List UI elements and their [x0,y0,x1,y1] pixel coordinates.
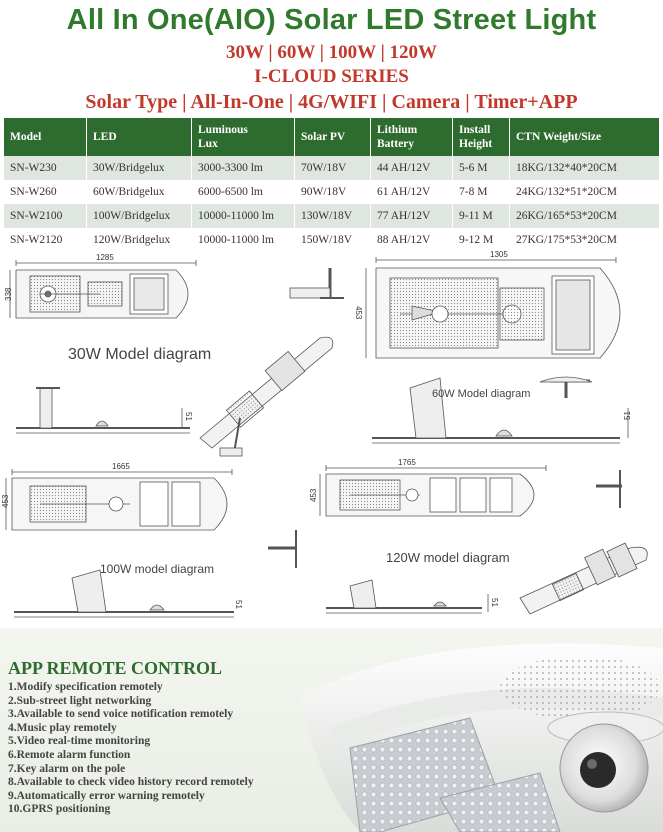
spec-table [4,118,660,246]
table-cell: 10000-11000 lm [192,228,295,246]
col-battery: Lithium Battery [371,118,453,156]
app-section [0,628,663,832]
dim-100w-width: 1665 [112,462,130,471]
dim-30w-width: 1285 [96,253,114,262]
table-cell: 77 AH/12V [371,204,453,228]
table-cell: 6000-6500 lm [192,180,295,204]
spec-table-header [4,118,660,156]
diagram-120w-top [320,465,546,516]
table-cell: 5-6 M [453,156,510,180]
dim-120w-side: 51 [490,598,499,607]
diagram-30w-top [10,260,196,318]
table-cell: 100W/Bridgelux [87,204,192,228]
table-cell: 130W/18V [295,204,371,228]
label-100w-diagram: 100W model diagram [100,562,215,576]
table-row [4,156,660,180]
col-ctn: CTN Weight/Size [510,118,660,156]
list-item: 8.Available to check video history record remotely [8,776,254,789]
dim-120w-height: 453 [309,488,318,502]
app-feature-list [8,681,254,817]
diagram-30w-bracket [290,268,344,298]
table-cell: 7-8 M [453,180,510,204]
table-cell: 150W/18V [295,228,371,246]
label-30w-diagram: 30W Model diagram [68,346,212,363]
table-cell: 18KG/132*40*20CM [510,156,660,180]
dim-60w-height: 453 [354,306,363,320]
table-cell: 61 AH/12V [371,180,453,204]
series-name: I-CLOUD SERIES [254,66,409,87]
list-item: 9.Automatically error warning remotely [8,789,205,802]
dim-100w-side: 51 [234,600,243,609]
table-cell: SN-W260 [4,180,87,204]
table-row [4,204,660,228]
diagram-30w-perspective [200,337,333,456]
table-row [4,180,660,204]
dim-120w-width: 1765 [398,458,416,467]
dim-30w-height: 338 [4,287,13,301]
list-item: 10.GPRS positioning [8,803,111,816]
table-row [4,228,660,246]
table-cell: SN-W230 [4,156,87,180]
diagram-100w-side [14,570,234,617]
list-item: 5.Video real-time monitoring [8,735,151,748]
table-cell: 24KG/132*51*20CM [510,180,660,204]
diagram-60w-top [366,257,620,358]
diagram-120w-bracket [596,470,622,508]
col-model: Model [4,118,87,156]
table-cell: 10000-11000 lm [192,204,295,228]
dim-60w-side: 51 [623,411,632,420]
diagram-120w-side [326,580,488,613]
diagram-30w-side [16,388,190,433]
wattage-line: 30W | 60W | 100W | 120W [225,42,438,63]
col-solar-pv: Solar PV [295,118,371,156]
table-cell: SN-W2100 [4,204,87,228]
col-height: Install Height [453,118,510,156]
list-item: 2.Sub-street light networking [8,694,152,707]
list-item: 3.Available to send voice notification remotely [8,708,234,721]
table-cell: 9-11 M [453,204,510,228]
feature-line: Solar Type | All-In-One | 4G/WIFI | Camera | Timer+APP [85,91,578,113]
list-item: 1.Modify specification remotely [8,681,163,693]
table-cell: 3000-3300 lm [192,156,295,180]
spec-table-container [0,118,663,246]
diagram-60w-bracket [540,377,592,398]
list-item: 7.Key alarm on the pole [8,762,126,775]
label-120w-diagram: 120W model diagram [386,550,510,565]
table-cell: 90W/18V [295,180,371,204]
table-cell: 9-12 M [453,228,510,246]
dim-30w-side: 51 [184,412,193,421]
app-title: APP REMOTE CONTROL [8,658,223,678]
table-cell: SN-W2120 [4,228,87,246]
col-luminous: Luminous Lux [192,118,295,156]
diagram-100w-top [6,469,232,530]
col-led: LED [87,118,192,156]
diagram-section [0,248,663,628]
list-item: 4.Music play remotely [8,721,117,734]
dim-100w-height: 453 [1,494,10,508]
table-cell: 30W/Bridgelux [87,156,192,180]
diagram-100w-bracket [268,530,296,568]
dim-60w-width: 1305 [490,250,508,259]
table-cell: 60W/Bridgelux [87,180,192,204]
page-title: All In One(AIO) Solar LED Street Light [66,4,597,36]
label-60w-diagram: 60W Model diagram [432,388,531,400]
table-cell: 70W/18V [295,156,371,180]
table-cell: 120W/Bridgelux [87,228,192,246]
list-item: 6.Remote alarm function [8,748,131,761]
table-cell: 26KG/165*53*20CM [510,204,660,228]
diagram-120w-perspective [520,543,647,614]
table-cell: 88 AH/12V [371,228,453,246]
table-cell: 44 AH/12V [371,156,453,180]
table-cell: 27KG/175*53*20CM [510,228,660,246]
